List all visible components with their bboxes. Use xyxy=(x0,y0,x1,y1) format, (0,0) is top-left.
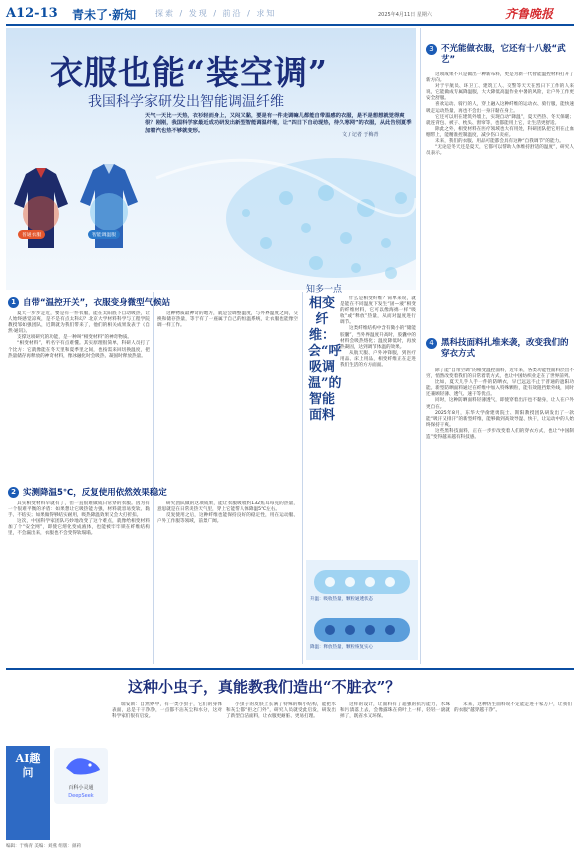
section-2-title: 实测降温5℃，反复使用依然效果稳定 xyxy=(23,488,167,498)
section-number-badge: 3 xyxy=(426,44,437,55)
knowledge-vertical-title: 相变纤维：会“呼吸调温”的智能面料 xyxy=(308,296,342,423)
section-number-badge: 4 xyxy=(426,338,437,349)
ai-question-title: 这种小虫子，真能教我们造出“不脏衣”？ xyxy=(128,678,401,696)
column-divider xyxy=(153,292,154,664)
ai-label: AI趣问 xyxy=(15,752,41,779)
diagram-caption-cooling: 降温：释放热量，颗粒恢复实心 xyxy=(310,645,373,650)
section-4-body: 除了能“自带空调”的相变温控面料，近年来，各类功能性面料层出不穷，悄然改变着我们的日常着装方式，也让中国纺织业走在了世界前列。 比如，夏天儿乎人手一件的防晒衣，早已远远不止于普通的遮阳功能。新型防晒面料通过在纤维中加入特殊颗粒，能有效阻挡紫外线，同时还兼顾轻薄、透气、速干等优点。 同时，这种防晒面料轻薄透气，即使穿着出汗也不黏身，让人在户外更自在。 2025年8月，东华大学俞建勇院士、斯阳教授团队研发出了一款能“吸汗又排汗”的新型纤维，能够做到高效导湿、快干，让运动中的人始终保持干爽。 这些黑科技面料，正在一步步改变着人们的穿衣方式，也让“中国制造”变得越来越有科技感。 xyxy=(426,368,574,441)
ai-answer-col-1: 瑞安斯：自然界中，有一类小虫子，它们的身体表面，总是干干净净，一点都不沾灰尘和水分，这对科学家们很有启发。 xyxy=(112,702,222,720)
hero-title: 衣服也能“装空调” xyxy=(50,53,328,92)
ai-source-name: 百科小灵通 xyxy=(68,785,94,791)
header-rule xyxy=(6,24,574,26)
ai-source-card xyxy=(54,748,108,804)
section-3-heading xyxy=(426,44,574,66)
editor-credits: 编辑：于梅青 美编：刘燕 组版：颜莉 xyxy=(6,844,81,849)
section-4-heading xyxy=(426,338,574,360)
section-name: 青未了·新知 xyxy=(72,8,137,22)
author-credit: 文 / 记者 于梅青 xyxy=(342,132,379,138)
ai-answer-col-2: 小虫子的皮肤上长满了特殊的细小结构，能把水和灰尘都“拒之门外”，研究人员就受此启发，研发出了新型自洁面料，让衣服更耐脏、更易打理。 xyxy=(226,702,336,720)
ai-brand: DeepSeek xyxy=(68,793,94,799)
section-1-body-right: 这种物质最神奇的地方，就是会调整温度，与外界温度之间，交换和储存热量，等于有了一座属于自己的恒温系统，让衣服也能像空调一样工作。 xyxy=(157,311,298,329)
column-divider xyxy=(302,292,303,664)
section-2-body-left: 其实相变材料早就有了，但一直很难做成日常穿的衣服。因为有一个很难平衡的矛盾：如果想让它吸热能力强，材料就容易变软、黏手、不结实；如果做得够结实耐用，吸热降温效果又会大打折扣。 这次，中国科学家团队巧妙地改变了这个难点，就像给相变材料加了个“安全网”，即使它熔化变成液体，也能被牢牢锁在纤维结构里，不会漏出来，衣服也不会变得软塌塌。 xyxy=(8,501,150,537)
ai-answer-col-4: 未来，这种仿生面料说不定能走进千家万户，让我们的衣服“越穿越干净”。 xyxy=(454,702,572,714)
diagram-caption-heating: 升温：吸收热量，颗粒通透状态 xyxy=(310,597,373,602)
newspaper-logo: 齐鲁晚报 xyxy=(505,7,554,21)
section-4-title: 黑科技面料扎堆来袭，改变我们的穿衣方式 xyxy=(441,338,569,359)
knowledge-box-label: 知多一点 xyxy=(306,285,343,295)
section-3-body: 这项成果不只是做出一种新布料，更是为新一代智能温控材料打开了新方向。 对于宇航员、环卫工、建筑工人、交警等天天在烈日下工作的人来说，它能做成专属降温服，大大降低高温作业中暑的风险，让户外工作更安全舒服。 喜欢运动、骑行的人，穿上融入这种纤维的运动衣、骑行服，能快速吸走运动热量，再也不会出一身汗黏在身上。 它还可以用在建筑外墙上，实现自动“降温”，夏天挡热、冬天保暖；就连背包、被子、枕头、窗帘等，也都能用上它，让生活更舒适。 除此之外，相变材料在医疗领域也大有用处，科研团队把它用在止血绷带上，能精准控制温度，减少伤口炎症。 未来，我们的衣服、用品可能都会具有这种“自我调节”的能力。 “无论是冬天还是夏天，它都可以帮助人体维持舒适的温度”，研究人员表示。 xyxy=(426,72,574,157)
normal-clothes-label: 普通衣服 xyxy=(18,230,45,239)
whale-icon xyxy=(54,748,108,780)
ai-answer-col-3: 这样的设计，让面料有了超强的抗污能力，水珠和污渍落上去，会像露珠在荷叶上一样，轻轻一滚就掉了，既省水又环保。 xyxy=(340,702,450,720)
smart-clothes-label: 智能调温服 xyxy=(88,230,120,239)
section-tags: 探索 / 发现 / 前沿 / 求知 xyxy=(155,9,277,18)
section-1-body-left: 夏天一步步走近，要是有一件衣服，能在太阳底下自动吸热，让人始终感觉凉爽，是不是有点太科幻？北京大学材料科学与工程学院教授邹如强团队，近期就为我们带来了，他们的相关成果发表于《自然·通讯》。 支撑这项研究的功能，是一种叫“相变材料”的神奇物质。 “相变材料”，听名字有点难懂。其实原理很简单，科研人员打了个比方：它就像能在冬天里和夏季里之间，也按需来回切换温度，把热量储存再释放的神奇材料，像冰融化时会吸热、凝固时释放热量。 xyxy=(8,311,150,359)
section-1-title: 自带“温控开关”，衣服变身微型气候站 xyxy=(23,298,171,308)
column-divider xyxy=(420,28,421,664)
section-2-heading xyxy=(8,486,298,498)
section-2-body-right: 研究团队做的这项成果，能让衣服吸收约132焦耳每克的热量，意思就是在日常炎热天气里，穿上它能帮人体降温5℃左右。 反复使用之后，这种纤维也能保持良好的稳定性，用在运动服、户外工作服等领域，前景广阔。 xyxy=(157,501,298,525)
section-number-badge: 2 xyxy=(8,487,19,498)
section-number-badge: 1 xyxy=(8,297,19,308)
knowledge-body: 什么是相变纤维？简单来说，就是能在不同温度下发生“固—液”相变的纤维材料，它可以像海绵一样“吸收”或“释放”热量，从而对温度进行调节。 这类纤维结构中含有微小的“储能胶囊”，当外界温度升高时，胶囊中的材料会吸热熔化；温度降低时，再放热凝固，达到调节体温的效果。 从航天服、户外冲锋服，到医疗用品、床上用品，相变纤维正在走进我们生活的方方面面。 xyxy=(340,296,416,369)
page-number: A12-13 xyxy=(6,6,58,21)
issue-date: 2025年4月11日 星期六 xyxy=(378,12,432,18)
hero-subtitle: 我国科学家研发出智能调温纤维 xyxy=(88,94,284,110)
section-3-title: 不光能做衣服，它还有十八般“武艺” xyxy=(441,44,566,65)
section-1-heading xyxy=(8,296,298,308)
hero-intro: 天气一天比一天热，衣衫轻而身上，又闷又黏，要是有一件走调嘛儿都能自带温感的衣服，是不是想想就觉得爽很？刚刚，我国科学家最近成功研发出新型智能调温纤维，让“四日下自动现热，待久寒网”的衣服，从此告别夏季加着汽也热不够就变形。 xyxy=(145,113,412,134)
